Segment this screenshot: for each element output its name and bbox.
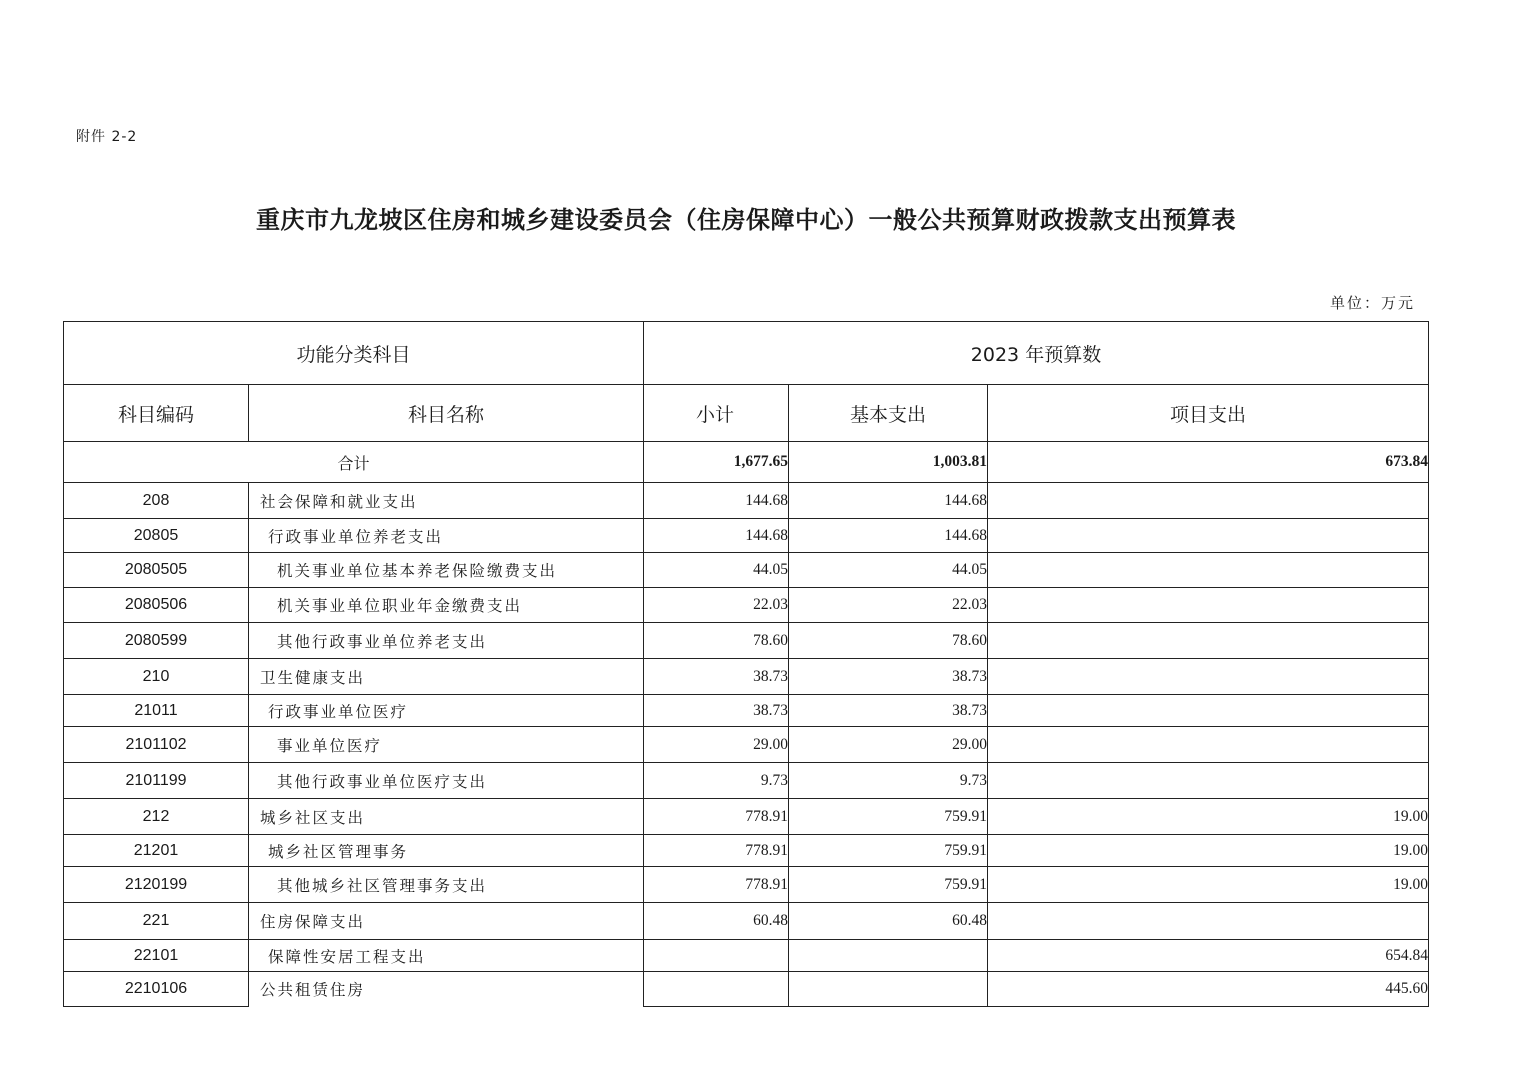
- row-code: 2080506: [64, 588, 249, 623]
- row-code: 221: [64, 903, 249, 940]
- row-code: 208: [64, 483, 249, 519]
- row-basic: 144.68: [789, 519, 988, 553]
- row-name: 城乡社区支出: [249, 799, 644, 835]
- row-project: [988, 519, 1429, 553]
- row-code: 2120199: [64, 867, 249, 903]
- row-basic: 29.00: [789, 727, 988, 763]
- row-basic: 759.91: [789, 799, 988, 835]
- row-name: 行政事业单位医疗: [249, 695, 644, 727]
- row-project: 19.00: [988, 867, 1429, 903]
- row-subtotal: 778.91: [644, 835, 789, 867]
- unit-label: 单位：万元: [1330, 294, 1416, 312]
- page-title: 重庆市九龙坡区住房和城乡建设委员会（住房保障中心）一般公共预算财政拨款支出预算表: [256, 205, 1236, 234]
- row-project: [988, 483, 1429, 519]
- row-name: 机关事业单位基本养老保险缴费支出: [249, 553, 644, 588]
- row-project: 19.00: [988, 799, 1429, 835]
- table-row: [64, 727, 1429, 763]
- row-name: 城乡社区管理事务: [249, 835, 644, 867]
- total-label: 合计: [64, 442, 644, 483]
- budget-table: [63, 321, 1429, 1007]
- row-name: 行政事业单位养老支出: [249, 519, 644, 553]
- budget-group-header: 2023 年预算数: [644, 322, 1429, 385]
- table-row: [64, 659, 1429, 695]
- row-code: 2080599: [64, 623, 249, 659]
- row-name: 其他行政事业单位医疗支出: [249, 763, 644, 799]
- group-header-row: [64, 322, 1429, 385]
- table-row: [64, 553, 1429, 588]
- row-subtotal: 144.68: [644, 519, 789, 553]
- row-basic: 60.48: [789, 903, 988, 940]
- table-row: [64, 903, 1429, 940]
- row-code: 21201: [64, 835, 249, 867]
- table-row: [64, 483, 1429, 519]
- table-row: [64, 972, 1429, 1007]
- table-row: [64, 799, 1429, 835]
- row-project: 445.60: [988, 972, 1429, 1007]
- row-code: 212: [64, 799, 249, 835]
- row-subtotal: [644, 940, 789, 972]
- row-subtotal: [644, 972, 789, 1007]
- row-subtotal: 38.73: [644, 659, 789, 695]
- row-subtotal: 60.48: [644, 903, 789, 940]
- row-project: 654.84: [988, 940, 1429, 972]
- subtotal-column-header: 小计: [644, 385, 789, 442]
- row-basic: [789, 972, 988, 1007]
- row-name: 其他行政事业单位养老支出: [249, 623, 644, 659]
- attachment-label: 附件 2-2: [76, 129, 138, 145]
- row-subtotal: 22.03: [644, 588, 789, 623]
- row-project: 19.00: [988, 835, 1429, 867]
- row-code: 2101199: [64, 763, 249, 799]
- row-code: 2080505: [64, 553, 249, 588]
- column-header-row: [64, 385, 1429, 442]
- row-code: 2210106: [64, 972, 249, 1007]
- row-basic: 144.68: [789, 483, 988, 519]
- row-basic: 22.03: [789, 588, 988, 623]
- row-code: 22101: [64, 940, 249, 972]
- row-name: 住房保障支出: [249, 903, 644, 940]
- total-subtotal: 1,677.65: [644, 442, 789, 483]
- basic-column-header: 基本支出: [789, 385, 988, 442]
- row-basic: 759.91: [789, 835, 988, 867]
- row-basic: 44.05: [789, 553, 988, 588]
- row-subtotal: 144.68: [644, 483, 789, 519]
- row-basic: [789, 940, 988, 972]
- row-name: 社会保障和就业支出: [249, 483, 644, 519]
- table-row: [64, 763, 1429, 799]
- row-name: 其他城乡社区管理事务支出: [249, 867, 644, 903]
- row-code: 20805: [64, 519, 249, 553]
- project-column-header: 项目支出: [988, 385, 1429, 442]
- row-code: 2101102: [64, 727, 249, 763]
- table-row: [64, 867, 1429, 903]
- table-row: [64, 519, 1429, 553]
- total-basic: 1,003.81: [789, 442, 988, 483]
- row-name: 保障性安居工程支出: [249, 940, 644, 972]
- row-code: 210: [64, 659, 249, 695]
- row-basic: 38.73: [789, 659, 988, 695]
- row-name: 事业单位医疗: [249, 727, 644, 763]
- category-group-header: 功能分类科目: [64, 322, 644, 385]
- code-column-header: 科目编码: [64, 385, 249, 442]
- row-name: 公共租赁住房: [249, 972, 644, 1007]
- row-project: [988, 727, 1429, 763]
- name-column-header: 科目名称: [249, 385, 644, 442]
- row-subtotal: 38.73: [644, 695, 789, 727]
- row-basic: 78.60: [789, 623, 988, 659]
- row-name: 机关事业单位职业年金缴费支出: [249, 588, 644, 623]
- total-row: [64, 442, 1429, 483]
- row-project: [988, 588, 1429, 623]
- total-project: 673.84: [988, 442, 1429, 483]
- row-subtotal: 29.00: [644, 727, 789, 763]
- row-project: [988, 695, 1429, 727]
- row-project: [988, 903, 1429, 940]
- row-project: [988, 553, 1429, 588]
- row-project: [988, 623, 1429, 659]
- row-project: [988, 763, 1429, 799]
- row-project: [988, 659, 1429, 695]
- row-basic: 9.73: [789, 763, 988, 799]
- table-row: [64, 623, 1429, 659]
- row-basic: 38.73: [789, 695, 988, 727]
- row-subtotal: 78.60: [644, 623, 789, 659]
- row-subtotal: 778.91: [644, 799, 789, 835]
- row-basic: 759.91: [789, 867, 988, 903]
- row-subtotal: 778.91: [644, 867, 789, 903]
- table-row: [64, 695, 1429, 727]
- table-row: [64, 940, 1429, 972]
- row-name: 卫生健康支出: [249, 659, 644, 695]
- table-row: [64, 835, 1429, 867]
- row-subtotal: 9.73: [644, 763, 789, 799]
- row-code: 21011: [64, 695, 249, 727]
- table-row: [64, 588, 1429, 623]
- row-subtotal: 44.05: [644, 553, 789, 588]
